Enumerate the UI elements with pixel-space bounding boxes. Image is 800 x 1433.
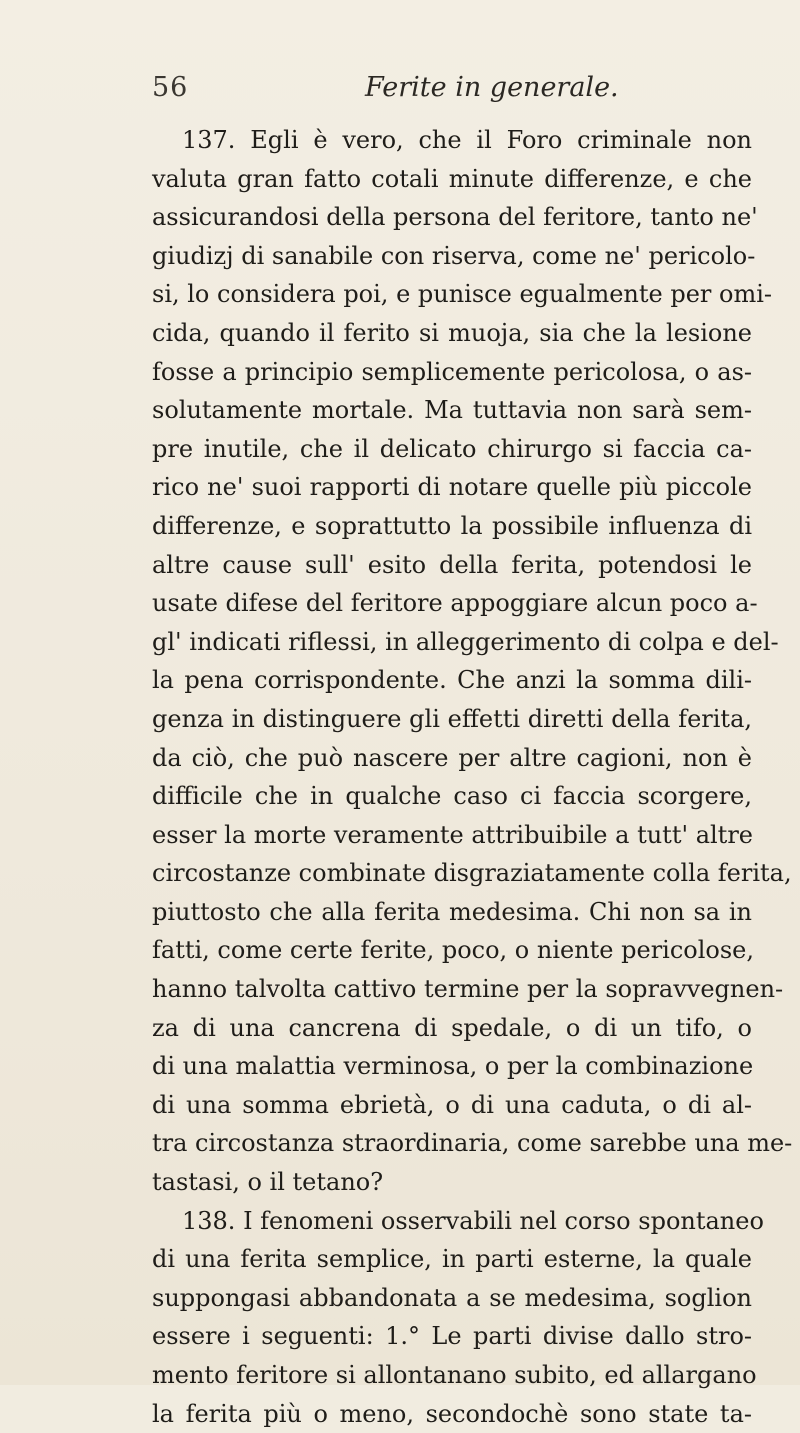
text-line: 138. I fenomeni osservabili nel corso spontaneo [182, 1206, 764, 1235]
text-line: altre cause sull' esito della ferita, potendosi le [152, 550, 752, 579]
text-line: piuttosto che alla ferita medesima. Chi non sa in [152, 897, 752, 926]
text-line: suppongasi abbandonata a se medesima, soglion [152, 1283, 752, 1312]
text-line: essere i seguenti: 1.° Le parti divise dallo stro- [152, 1322, 752, 1351]
text-line: la pena corrispondente. Che anzi la somma dili- [152, 666, 752, 695]
text-line: di una malattia verminosa, o per la combinazione [152, 1052, 754, 1081]
text-line: solutamente mortale. Ma tuttavia non sarà sem- [152, 396, 752, 425]
text-line: fatti, come certe ferite, poco, o niente pericolose, [152, 936, 755, 965]
text-line: za di una cancrena di spedale, o di un tifo, o [152, 1013, 752, 1042]
text-line: assicurandosi della persona del feritore, tanto ne' [152, 203, 758, 232]
text-line: difficile che in qualche caso ci faccia scorgere, [152, 782, 752, 811]
text-line: rico ne' suoi rapporti di notare quelle più piccole [152, 473, 752, 502]
page-header [152, 72, 752, 112]
body-text [152, 121, 793, 1433]
text-line: pre inutile, che il delicato chirurgo si faccia ca- [152, 434, 752, 463]
text-line: la ferita più o meno, secondochè sono state ta- [152, 1399, 752, 1428]
text-line: mento feritore si allontanano subito, ed allargano [152, 1361, 757, 1389]
running-title: Ferite in generale. [365, 72, 619, 103]
text-line: esser la morte veramente attribuibile a tutt' altre [152, 820, 753, 849]
text-line: valuta gran fatto cotali minute differenze, e che [152, 164, 752, 193]
text-line: giudizj di sanabile con riserva, come ne' pericolo- [152, 241, 756, 270]
text-line: di una ferita semplice, in parti esterne, la quale [152, 1245, 752, 1274]
text-line: si, lo considera poi, e punisce egualmente per omi- [152, 280, 773, 309]
text-line: circostanze combinate disgraziatamente colla ferita, [152, 859, 792, 888]
text-line: tastasi, o il tetano? [152, 1168, 384, 1197]
text-line: 137. Egli è vero, che il Foro criminale non [182, 126, 752, 154]
page-number: 56 [152, 72, 189, 103]
text-line: differenze, e soprattutto la possibile influenza di [152, 511, 752, 540]
text-line: usate difese del feritore appoggiare alcun poco a- [152, 589, 758, 618]
text-line: gl' indicati riflessi, in alleggerimento di colpa e del- [152, 627, 779, 656]
text-line: genza in distinguere gli effetti diretti della ferita, [152, 704, 752, 733]
text-line: fosse a principio semplicemente pericolosa, o as- [152, 357, 752, 386]
text-line: hanno talvolta cattivo termine per la sopravvegnen- [152, 975, 784, 1004]
text-line: da ciò, che può nascere per altre cagioni, non è [152, 743, 752, 772]
text-line: tra circostanza straordinaria, come sarebbe una me- [152, 1129, 793, 1158]
text-line: di una somma ebrietà, o di una caduta, o di al- [152, 1090, 752, 1119]
text-line: cida, quando il ferito si muoja, sia che la lesione [152, 318, 752, 347]
